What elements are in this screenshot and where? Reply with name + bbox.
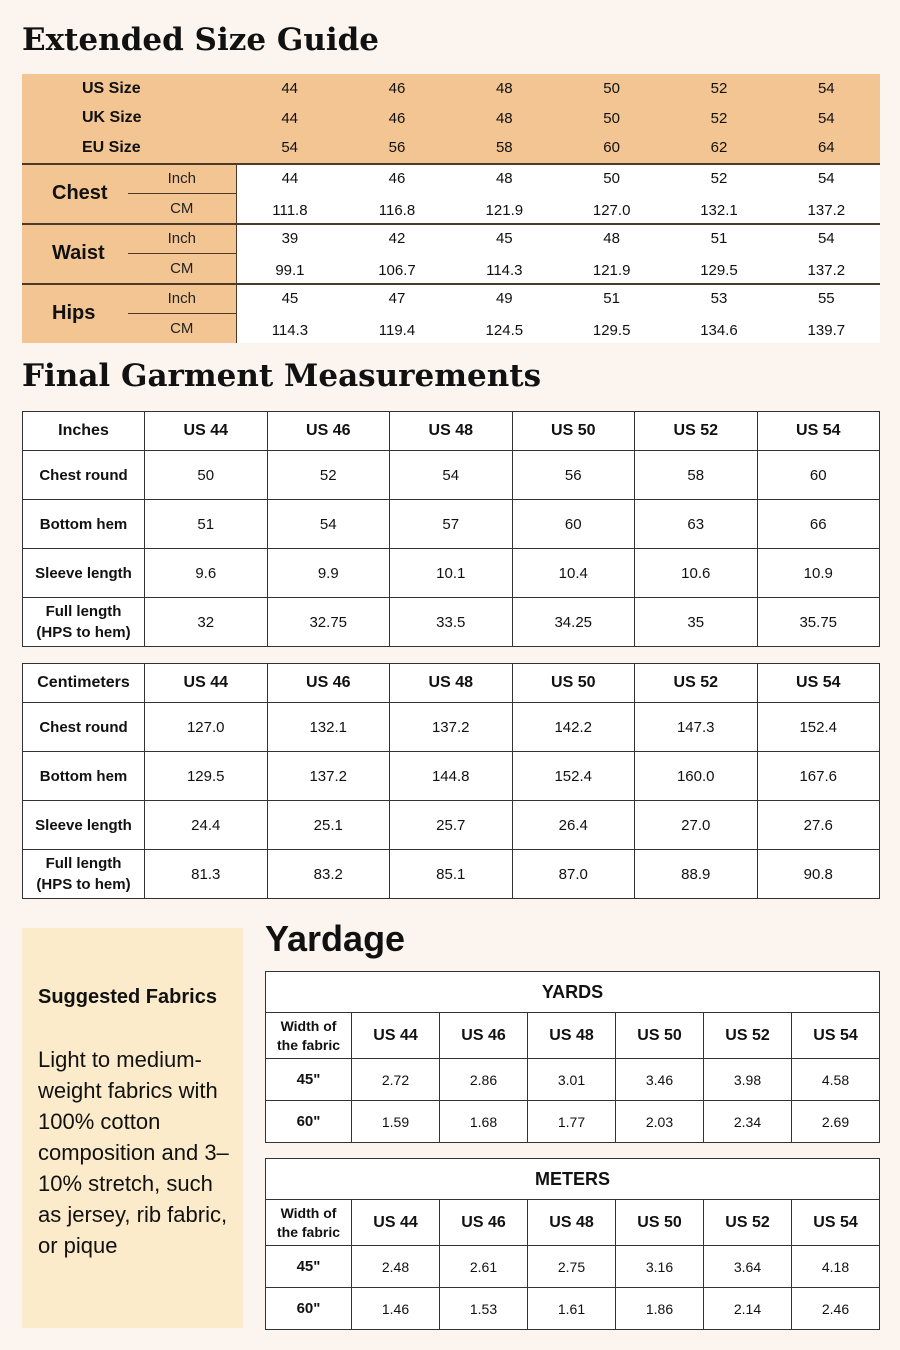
size-header-cell: 60 xyxy=(558,133,665,164)
final-garment-inches-table xyxy=(22,411,880,647)
measure-cell: 45 xyxy=(236,284,343,314)
measure-cell: 47 xyxy=(343,284,450,314)
size-header-cell: 56 xyxy=(343,133,450,164)
size-header-row xyxy=(22,74,880,104)
size-column-header: US 46 xyxy=(440,1200,528,1246)
measure-cell: 114.3 xyxy=(236,314,343,343)
table-cell: 2.34 xyxy=(704,1101,792,1143)
table-cell: 35 xyxy=(635,598,758,647)
width-label-text: Width of xyxy=(280,1017,337,1034)
size-column-header: US 46 xyxy=(440,1013,528,1059)
width-label xyxy=(266,1200,352,1246)
measure-cell: 116.8 xyxy=(343,194,450,224)
measure-cell: 137.2 xyxy=(773,194,880,224)
table-cell: 2.61 xyxy=(440,1246,528,1288)
size-header-cell: 44 xyxy=(236,74,343,104)
measure-cell: 48 xyxy=(451,164,558,194)
table-cell: 142.2 xyxy=(512,703,635,752)
size-column-header: US 54 xyxy=(757,412,880,451)
row-label-text: Bottom hem xyxy=(39,767,128,785)
table-cell: 9.9 xyxy=(267,549,390,598)
table-row xyxy=(23,549,880,598)
final-garment-cm-table xyxy=(22,663,880,899)
row-label-text: Sleeve length xyxy=(35,564,132,582)
size-column-header: US 54 xyxy=(792,1200,880,1246)
size-header-cell: 52 xyxy=(665,104,772,134)
width-label-text: Width of xyxy=(280,1204,337,1221)
measure-cell: 55 xyxy=(773,284,880,314)
table-cell: 34.25 xyxy=(512,598,635,647)
size-header-cell: 64 xyxy=(773,133,880,164)
row-label xyxy=(23,549,145,598)
size-header-cell: 58 xyxy=(451,133,558,164)
row-label-text: Chest round xyxy=(39,718,128,736)
measure-cell: 49 xyxy=(451,284,558,314)
size-column-header: US 54 xyxy=(757,664,880,703)
suggested-fabrics-description: Light to medium-weight fabrics with 100% cotton composition and 3–10% stretch, such as jersey, rib fabric, or pique xyxy=(38,1047,229,1258)
measure-cell: 54 xyxy=(773,224,880,254)
table-cell: 2.86 xyxy=(440,1059,528,1101)
size-header-cell: 44 xyxy=(236,104,343,134)
size-header-row xyxy=(22,133,880,164)
size-column-header: US 52 xyxy=(704,1200,792,1246)
measure-cell: 52 xyxy=(665,164,772,194)
size-header-cell: 54 xyxy=(773,104,880,134)
size-column-header: US 54 xyxy=(792,1013,880,1059)
size-system-label: UK Size xyxy=(22,104,236,134)
table-header-row xyxy=(23,412,880,451)
size-guide-title: Extended Size Guide xyxy=(22,22,380,58)
measure-cell: 121.9 xyxy=(451,194,558,224)
table-cell: 2.75 xyxy=(528,1246,616,1288)
table-cell: 54 xyxy=(267,500,390,549)
measure-cell: 119.4 xyxy=(343,314,450,343)
measure-cell: 54 xyxy=(773,164,880,194)
table-cell: 3.98 xyxy=(704,1059,792,1101)
width-label-subtext: the fabric xyxy=(276,1036,340,1053)
row-label-subtext: (HPS to hem) xyxy=(36,876,131,893)
table-cell: 81.3 xyxy=(145,850,268,899)
table-cell: 132.1 xyxy=(267,703,390,752)
measure-cell: 39 xyxy=(236,224,343,254)
fabric-width-label: 60" xyxy=(266,1288,352,1330)
measure-cell: 132.1 xyxy=(665,194,772,224)
row-label xyxy=(23,598,145,647)
measure-row xyxy=(22,164,880,194)
table-cell: 25.7 xyxy=(390,801,513,850)
size-column-header: US 44 xyxy=(352,1200,440,1246)
size-column-header: US 46 xyxy=(267,664,390,703)
unit-label: CM xyxy=(128,254,236,284)
table-cell: 24.4 xyxy=(145,801,268,850)
table-cell: 52 xyxy=(267,451,390,500)
table-cell: 129.5 xyxy=(145,752,268,801)
table-cell: 10.1 xyxy=(390,549,513,598)
size-column-header: US 46 xyxy=(267,412,390,451)
size-header-cell: 50 xyxy=(558,74,665,104)
table-cell: 2.72 xyxy=(352,1059,440,1101)
table-cell: 60 xyxy=(757,451,880,500)
measure-cell: 127.0 xyxy=(558,194,665,224)
table-row xyxy=(266,1288,880,1330)
size-header-cell: 46 xyxy=(343,74,450,104)
width-label-subtext: the fabric xyxy=(276,1223,340,1240)
row-label-text: Full length xyxy=(45,603,122,620)
size-column-header: US 50 xyxy=(616,1013,704,1059)
final-garment-title: Final Garment Measurements xyxy=(22,358,542,394)
table-cell: 50 xyxy=(145,451,268,500)
table-row xyxy=(23,451,880,500)
table-header-row xyxy=(266,1013,880,1059)
size-system-label: EU Size xyxy=(22,133,236,164)
table-cell: 127.0 xyxy=(145,703,268,752)
size-column-header: US 52 xyxy=(635,664,758,703)
table-cell: 1.61 xyxy=(528,1288,616,1330)
table-cell: 1.59 xyxy=(352,1101,440,1143)
table-cell: 2.48 xyxy=(352,1246,440,1288)
table-cell: 137.2 xyxy=(267,752,390,801)
table-cell: 1.86 xyxy=(616,1288,704,1330)
unit-header: Inches xyxy=(23,412,145,451)
table-row xyxy=(266,1101,880,1143)
table-row xyxy=(23,500,880,549)
table-cell: 152.4 xyxy=(512,752,635,801)
table-cell: 3.16 xyxy=(616,1246,704,1288)
unit-label: Inch xyxy=(128,284,236,314)
measure-cell: 124.5 xyxy=(451,314,558,343)
table-cell: 9.6 xyxy=(145,549,268,598)
table-cell: 26.4 xyxy=(512,801,635,850)
size-column-header: US 48 xyxy=(528,1200,616,1246)
row-label-text: Chest round xyxy=(39,466,128,484)
table-cell: 10.4 xyxy=(512,549,635,598)
table-row xyxy=(266,1059,880,1101)
measure-cell: 114.3 xyxy=(451,254,558,284)
unit-title-row xyxy=(266,1159,880,1200)
measure-cell: 129.5 xyxy=(665,254,772,284)
table-cell: 32.75 xyxy=(267,598,390,647)
table-cell: 51 xyxy=(145,500,268,549)
measure-row xyxy=(22,254,880,284)
size-column-header: US 48 xyxy=(390,664,513,703)
row-label xyxy=(23,752,145,801)
table-cell: 144.8 xyxy=(390,752,513,801)
measure-cell: 53 xyxy=(665,284,772,314)
table-cell: 4.18 xyxy=(792,1246,880,1288)
table-cell: 10.6 xyxy=(635,549,758,598)
yardage-yards-table xyxy=(265,971,880,1143)
table-cell: 2.69 xyxy=(792,1101,880,1143)
size-header-cell: 48 xyxy=(451,104,558,134)
table-header-row xyxy=(23,664,880,703)
table-cell: 167.6 xyxy=(757,752,880,801)
table-cell: 60 xyxy=(512,500,635,549)
measure-cell: 121.9 xyxy=(558,254,665,284)
table-cell: 1.77 xyxy=(528,1101,616,1143)
measure-row xyxy=(22,194,880,224)
unit-label: CM xyxy=(128,314,236,343)
unit-label: Inch xyxy=(128,164,236,194)
unit-title: YARDS xyxy=(266,972,880,1013)
size-column-header: US 48 xyxy=(390,412,513,451)
table-cell: 3.46 xyxy=(616,1059,704,1101)
table-cell: 56 xyxy=(512,451,635,500)
unit-label: Inch xyxy=(128,224,236,254)
size-header-cell: 54 xyxy=(236,133,343,164)
measure-cell: 51 xyxy=(558,284,665,314)
table-cell: 90.8 xyxy=(757,850,880,899)
table-cell: 10.9 xyxy=(757,549,880,598)
measure-cell: 45 xyxy=(451,224,558,254)
size-column-header: US 50 xyxy=(512,664,635,703)
table-cell: 4.58 xyxy=(792,1059,880,1101)
table-cell: 2.46 xyxy=(792,1288,880,1330)
table-cell: 2.14 xyxy=(704,1288,792,1330)
table-cell: 3.01 xyxy=(528,1059,616,1101)
size-column-header: US 50 xyxy=(616,1200,704,1246)
table-cell: 27.0 xyxy=(635,801,758,850)
size-header-cell: 48 xyxy=(451,74,558,104)
table-cell: 85.1 xyxy=(390,850,513,899)
table-cell: 152.4 xyxy=(757,703,880,752)
table-cell: 27.6 xyxy=(757,801,880,850)
table-cell: 66 xyxy=(757,500,880,549)
row-label xyxy=(23,703,145,752)
table-row xyxy=(23,752,880,801)
table-cell: 54 xyxy=(390,451,513,500)
measure-cell: 46 xyxy=(343,164,450,194)
table-cell: 87.0 xyxy=(512,850,635,899)
suggested-fabrics-panel xyxy=(22,928,243,1328)
row-label xyxy=(23,451,145,500)
unit-title: METERS xyxy=(266,1159,880,1200)
measure-cell: 134.6 xyxy=(665,314,772,343)
measure-cell: 42 xyxy=(343,224,450,254)
measure-cell: 50 xyxy=(558,164,665,194)
size-guide-table xyxy=(22,74,880,343)
fabric-width-label: 60" xyxy=(266,1101,352,1143)
row-label xyxy=(23,801,145,850)
size-header-cell: 54 xyxy=(773,74,880,104)
size-system-label: US Size xyxy=(22,74,236,104)
measure-cell: 137.2 xyxy=(773,254,880,284)
table-row xyxy=(23,801,880,850)
table-row xyxy=(266,1246,880,1288)
table-cell: 63 xyxy=(635,500,758,549)
size-header-cell: 46 xyxy=(343,104,450,134)
measure-group-label: Chest xyxy=(22,164,128,224)
table-cell: 83.2 xyxy=(267,850,390,899)
size-header-cell: 52 xyxy=(665,74,772,104)
table-cell: 137.2 xyxy=(390,703,513,752)
measure-cell: 111.8 xyxy=(236,194,343,224)
row-label-text: Sleeve length xyxy=(35,816,132,834)
size-header-cell: 62 xyxy=(665,133,772,164)
table-cell: 57 xyxy=(390,500,513,549)
row-label-subtext: (HPS to hem) xyxy=(36,624,131,641)
yardage-title: Yardage xyxy=(265,918,406,959)
measure-cell: 106.7 xyxy=(343,254,450,284)
size-column-header: US 50 xyxy=(512,412,635,451)
measure-cell: 51 xyxy=(665,224,772,254)
row-label-text: Bottom hem xyxy=(39,515,128,533)
measure-cell: 129.5 xyxy=(558,314,665,343)
table-cell: 88.9 xyxy=(635,850,758,899)
size-header-cell: 50 xyxy=(558,104,665,134)
unit-label: CM xyxy=(128,194,236,224)
table-cell: 1.46 xyxy=(352,1288,440,1330)
size-column-header: US 44 xyxy=(145,412,268,451)
size-column-header: US 48 xyxy=(528,1013,616,1059)
measure-cell: 44 xyxy=(236,164,343,194)
table-cell: 1.68 xyxy=(440,1101,528,1143)
measure-row xyxy=(22,224,880,254)
row-label xyxy=(23,500,145,549)
size-column-header: US 44 xyxy=(145,664,268,703)
measure-cell: 99.1 xyxy=(236,254,343,284)
table-row xyxy=(23,703,880,752)
table-cell: 25.1 xyxy=(267,801,390,850)
table-header-row xyxy=(266,1200,880,1246)
unit-title-row xyxy=(266,972,880,1013)
row-label xyxy=(23,850,145,899)
table-cell: 2.03 xyxy=(616,1101,704,1143)
table-cell: 33.5 xyxy=(390,598,513,647)
measure-row xyxy=(22,284,880,314)
table-cell: 147.3 xyxy=(635,703,758,752)
measure-row xyxy=(22,314,880,343)
size-column-header: US 44 xyxy=(352,1013,440,1059)
suggested-fabrics-title: Suggested Fabrics xyxy=(38,986,217,1008)
measure-cell: 48 xyxy=(558,224,665,254)
fabric-width-label: 45" xyxy=(266,1059,352,1101)
size-column-header: US 52 xyxy=(704,1013,792,1059)
width-label xyxy=(266,1013,352,1059)
table-cell: 58 xyxy=(635,451,758,500)
table-row xyxy=(23,598,880,647)
fabric-width-label: 45" xyxy=(266,1246,352,1288)
table-row xyxy=(23,850,880,899)
yardage-meters-table xyxy=(265,1158,880,1330)
table-cell: 32 xyxy=(145,598,268,647)
size-header-row xyxy=(22,104,880,134)
measure-group-label: Waist xyxy=(22,224,128,284)
unit-header: Centimeters xyxy=(23,664,145,703)
table-cell: 1.53 xyxy=(440,1288,528,1330)
table-cell: 35.75 xyxy=(757,598,880,647)
size-column-header: US 52 xyxy=(635,412,758,451)
measure-group-label: Hips xyxy=(22,284,128,343)
measure-cell: 139.7 xyxy=(773,314,880,343)
table-cell: 160.0 xyxy=(635,752,758,801)
table-cell: 3.64 xyxy=(704,1246,792,1288)
row-label-text: Full length xyxy=(45,855,122,872)
